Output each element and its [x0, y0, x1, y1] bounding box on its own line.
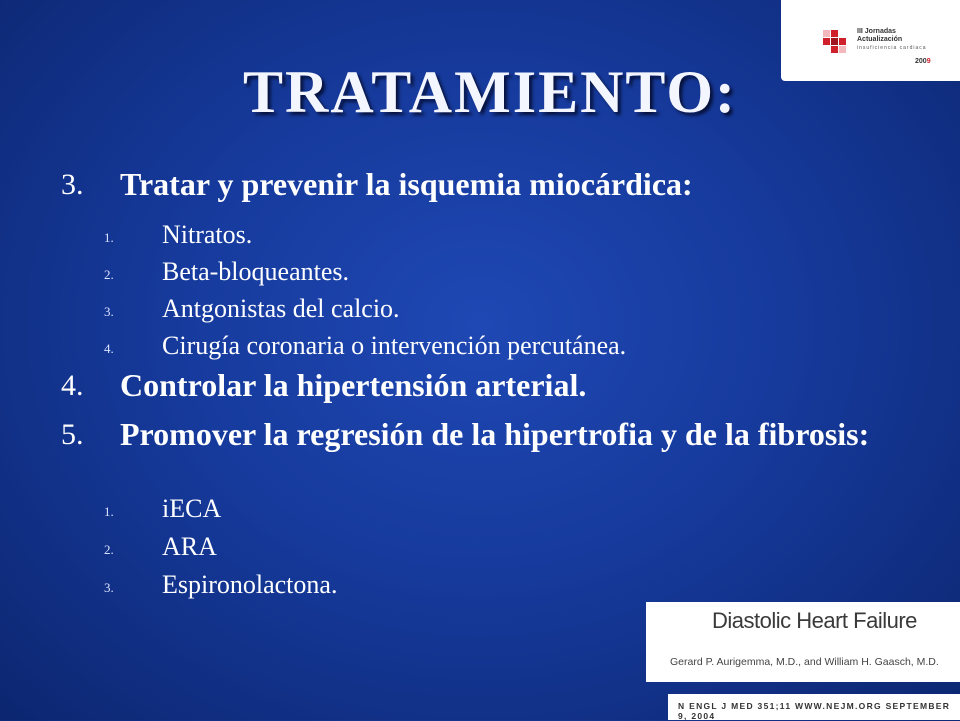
sub-list-item-number: 4.	[104, 341, 114, 356]
sub-list-item-text: Cirugía coronaria o intervención percutánea.	[162, 331, 627, 360]
reference-journal-line: N ENGL J MED 351;11 WWW.NEJM.ORG SEPTEMBER 9, 2004	[678, 701, 951, 721]
sub-list-item-number: 3.	[104, 304, 114, 319]
reference-article-clipping	[646, 602, 960, 682]
sub-list-item-text: Beta-bloqueantes.	[162, 257, 349, 286]
sub-list-item-text: Espironolactona.	[162, 570, 338, 599]
reference-title: Diastolic Heart Failure	[712, 608, 917, 633]
sub-list-item-number: 2.	[104, 267, 114, 282]
list-item-text: Controlar la hipertensión arterial.	[120, 367, 587, 403]
logo-text	[857, 28, 957, 52]
list-item-text: Promover la regresión de la hipertrofia y de la fibrosis:	[120, 416, 870, 452]
sub-list-item-text: ARA	[162, 532, 217, 561]
logo-year-suffix: 9	[926, 58, 931, 65]
sub-list-item-text: Antgonistas del calcio.	[162, 294, 400, 323]
sub-list-item-text: iECA	[162, 494, 222, 523]
sub-list-item-number: 1.	[104, 504, 114, 519]
list-item-number: 4.	[61, 369, 84, 402]
sub-list-item-number: 3.	[104, 580, 114, 595]
reference-journal-strip	[668, 694, 960, 720]
logo-line-1: III Jornadas	[857, 28, 896, 35]
logo-line-2: Actualización	[857, 36, 903, 43]
logo-line-3: insuficiencia cardiaca	[857, 45, 927, 51]
slide-title: TRATAMIENTO:	[242, 59, 738, 125]
sub-list-item-number: 2.	[104, 542, 114, 557]
list-item-number: 3.	[61, 168, 84, 201]
list-item-number: 5.	[61, 418, 84, 451]
sub-list-item-number: 1.	[104, 230, 114, 245]
reference-authors: Gerard P. Aurigemma, M.D., and William H. Gaasch, M.D.	[670, 656, 939, 668]
red-cross-logo-icon	[823, 30, 853, 56]
sub-list-item-text: Nitratos.	[162, 220, 253, 249]
list-item-text: Tratar y prevenir la isquemia miocárdica:	[120, 166, 693, 202]
logo-year-prefix: 200	[915, 58, 927, 65]
